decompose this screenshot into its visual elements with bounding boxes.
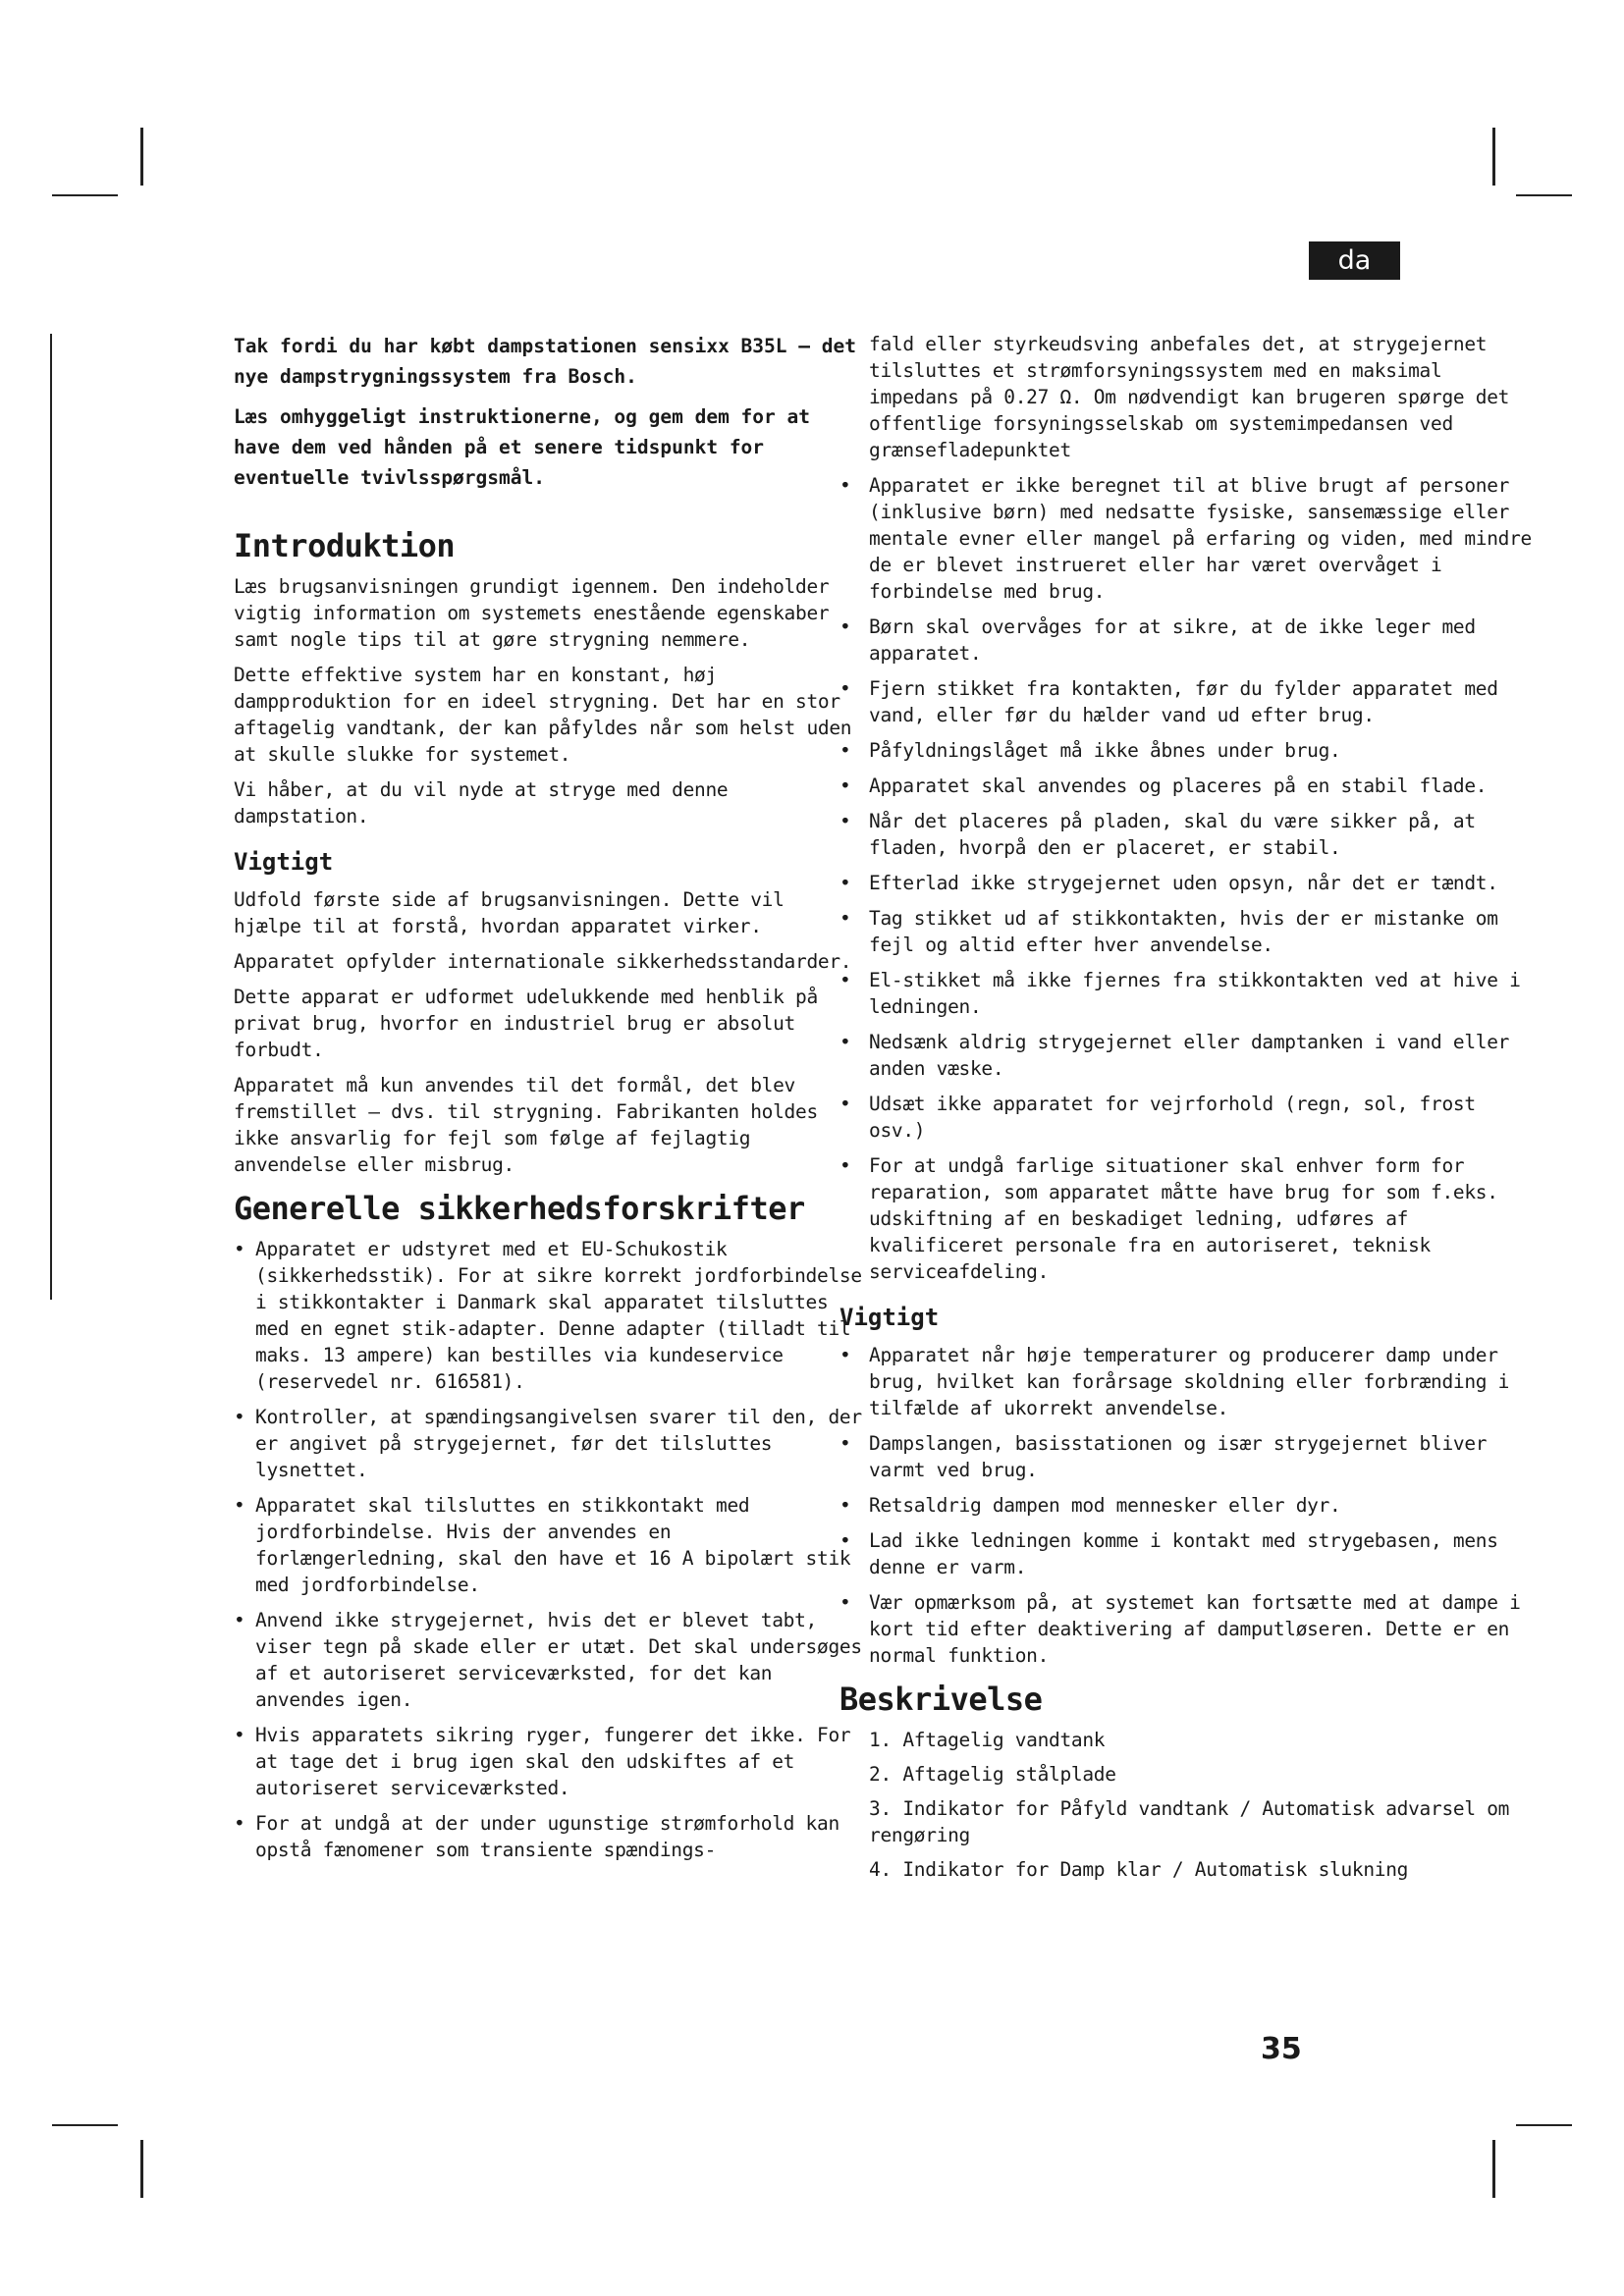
list-item: • Vær opmærksom på, at systemet kan fortsætte med at dampe i kort tid efter deaktivering af damputløseren. Dette er en normal funktion. [839,1589,1539,1669]
crop-mark [140,128,143,186]
crop-mark [52,2124,118,2126]
introduktion-p2: Dette effektive system har en konstant, høj dampproduktion for en ideel strygning. Det har en stor aftagelig vandtank, der kan påfyldes når som helst uden at skulle slukke for systemet. [234,664,852,766]
list-item: • For at undgå farlige situationer skal enhver form for reparation, som apparatet måtte have brug for som f.eks. udskiftning af en beskadiget ledning, udføres af kvalificeret personale fra en autoriseret, teknisk serviceafdeling. [839,1152,1539,1285]
beskrivelse-title: Beskrivelse [839,1681,1043,1718]
list-item: • Anvend ikke strygejernet, hvis det er blevet tabt, viser tegn på skade eller er utæt. Det skal undersøges af et autoriseret serviceværksted, for det kan anvendes igen. [234,1607,862,1713]
crop-mark [1516,194,1572,196]
list-item: • Apparatet er ikke beregnet til at blive brugt af personer (inklusive børn) med nedsatte fysiske, sansemæssige eller mentale evner eller mangel på erfaring og viden, med mindre de er blevet instrueret eller har været overvåget i forbindelse med brug. [839,472,1539,605]
list-item: • Udsæt ikke apparatet for vejrforhold (regn, sol, frost osv.) [839,1091,1539,1144]
vigtigt-p3: Dette apparat er udformet udelukkende med henblik på privat brug, hvorfor en industriel brug er absolut forbudt. [234,986,818,1061]
introduktion-p3: Vi håber, at du vil nyde at stryge med denne dampstation. [234,778,729,828]
safety-list [234,1236,862,1863]
list-item: • Tag stikket ud af stikkontakten, hvis der er mistanke om fejl og altid efter hver anvendelse. [839,905,1539,958]
list-item: 3. Indikator for Påfyld vandtank / Automatisk advarsel om rengøring [869,1797,1510,1846]
list-item: • Fjern stikket fra kontakten, før du fylder apparatet med vand, eller før du hælder vand ud efter brug. [839,675,1539,728]
vigtigt-p2: Apparatet opfylder internationale sikkerhedsstandarder. [234,950,852,973]
page-number: 35 [1261,2032,1302,2066]
safety-continuation: fald eller styrkeudsving anbefales det, at strygejernet tilsluttes et strømforsyningssystem med en maksimal impedans på 0.27 Ω. Om nødvendigt kan brugeren spørge det offentlige forsyningsselskab om systemimpedansen ved grænsefladepunktet [869,333,1510,461]
list-item: 2. Aftagelig stålplade [869,1763,1116,1786]
intro-thanks: Tak fordi du har købt dampstationen sensixx B35L – det nye dampstrygningssystem fra Bosch. [234,335,856,388]
list-item: • Hvis apparatets sikring ryger, fungerer det ikke. For at tage det i brug igen skal den udskiftes af et autoriseret serviceværksted. [234,1722,862,1801]
list-item: • Apparatet skal anvendes og placeres på en stabil flade. [839,773,1539,799]
list-item: • Dampslangen, basisstationen og især strygejernet bliver varmt ved brug. [839,1430,1539,1483]
list-item: • Børn skal overvåges for at sikre, at de ikke leger med apparatet. [839,614,1539,667]
crop-mark [1492,128,1495,186]
introduktion-p1: Læs brugsanvisningen grundigt igennem. Den indeholder vigtig information om systemets enestående egenskaber samt nogle tips til at gøre strygning nemmere. [234,575,830,651]
beskrivelse-list [839,1727,1539,1883]
vigtigt2-title: Vigtigt [839,1304,940,1331]
vigtigt-title: Vigtigt [234,848,334,876]
vigtigt-p4: Apparatet må kun anvendes til det formål, det blev fremstillet – dvs. til strygning. Fabrikanten holdes ikke ansvarlig for fejl som følge af fejlagtig anvendelse eller misbrug. [234,1074,818,1176]
list-item: • For at undgå at der under ugunstige strømforhold kan opstå fænomener som transiente spændings- [234,1810,862,1863]
list-item: • Lad ikke ledningen komme i kontakt med strygebasen, mens denne er varm. [839,1527,1539,1580]
list-item: • Apparatet når høje temperaturer og producerer damp under brug, hvilket kan forårsage skoldning eller forbrænding i tilfælde af ukorrekt anvendelse. [839,1342,1539,1421]
crop-mark [50,334,52,1300]
crop-mark [1492,2140,1495,2198]
introduktion-title: Introduktion [234,527,456,564]
list-item: • Når det placeres på pladen, skal du være sikker på, at fladen, hvorpå den er placeret, er stabil. [839,808,1539,861]
intro-read-carefully: Læs omhyggeligt instruktionerne, og gem dem for at have dem ved hånden på et senere tidspunkt for eventuelle tvivlsspørgsmål. [234,405,810,489]
crop-mark [52,194,118,196]
generelle-title: Generelle sikkerhedsforskrifter [234,1190,805,1227]
list-item: • Apparatet er udstyret med et EU-Schukostik (sikkerhedsstik). For at sikre korrekt jordforbindelse i stikkontakter i Danmark skal apparatet tilsluttes med en egnet stik-adapter. Denne adapter (tilladt til maks. 13 ampere) kan bestilles via kundeservice (reservedel nr. 616581). [234,1236,862,1395]
list-item: • Kontroller, at spændingsangivelsen svarer til den, der er angivet på strygejernet, før det tilsluttes lysnettet. [234,1404,862,1483]
list-item: • Efterlad ikke strygejernet uden opsyn, når det er tændt. [839,870,1539,896]
crop-mark [1516,2124,1572,2126]
list-item: • Retsaldrig dampen mod mennesker eller dyr. [839,1492,1539,1519]
safety-list-continued [839,472,1539,1285]
vigtigt2-list [839,1342,1539,1669]
list-item: • Apparatet skal tilsluttes en stikkontakt med jordforbindelse. Hvis der anvendes en forlængerledning, skal den have et 16 A bipolært stik med jordforbindelse. [234,1492,862,1598]
list-item: 4. Indikator for Damp klar / Automatisk slukning [869,1858,1409,1881]
language-tab: da [1309,241,1400,280]
crop-mark [140,2140,143,2198]
left-column [234,331,862,1872]
list-item: • El-stikket må ikke fjernes fra stikkontakten ved at hive i ledningen. [839,967,1539,1020]
list-item: • Nedsænk aldrig strygejernet eller damptanken i vand eller anden væske. [839,1029,1539,1082]
vigtigt-p1: Udfold første side af brugsanvisningen. Dette vil hjælpe til at forstå, hvordan apparatet virker. [234,888,785,937]
list-item: • Påfyldningslåget må ikke åbnes under brug. [839,737,1539,764]
list-item: 1. Aftagelig vandtank [869,1729,1106,1751]
right-column [839,331,1539,1891]
